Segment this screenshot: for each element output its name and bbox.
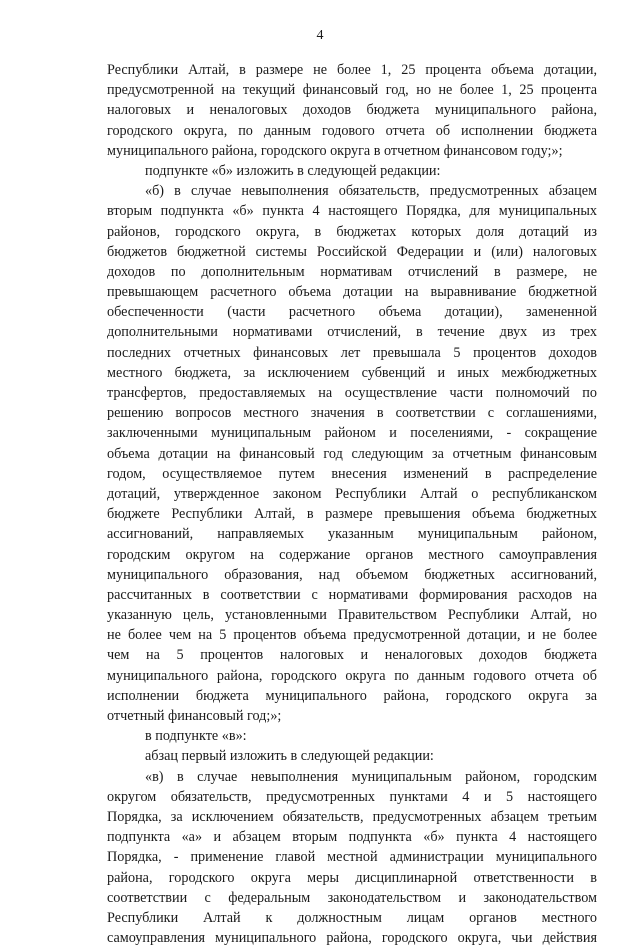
text-line: самоуправления муниципального района, городского округа, чьи действия bbox=[107, 930, 597, 947]
text-line: района, городского округа меры дисциплинарной ответственности в bbox=[107, 869, 597, 886]
text-line: дотаций, утвержденное законом Республики Алтай о республиканском bbox=[107, 485, 597, 502]
text-line: решению вопросов местного значения в соответствии с соглашениями, bbox=[107, 405, 597, 422]
text-line: годом, осуществляемое путем внесения изменений в распределение bbox=[107, 465, 597, 482]
text-line: трансфертов, предоставляемых на осуществление части полномочий по bbox=[107, 385, 597, 401]
text-line: «б) в случае невыполнения обязательств, предусмотренных абзацем bbox=[145, 183, 597, 200]
text-line: заключенными муниципальным районом и поселениями, - сокращение bbox=[107, 425, 597, 442]
text-line: рассчитанных в соответствии с нормативами формирования расходов на bbox=[107, 586, 597, 603]
text-line: городским округом на содержание органов местного самоуправления bbox=[107, 546, 597, 563]
text-line: Республики Алтай к должностным лицам органов местного bbox=[107, 909, 597, 926]
text-line: ассигнований, направляемых указанным муниципальным районом, bbox=[107, 526, 597, 543]
text-line: дополнительными нормативами отчислений, в течение двух из трех bbox=[107, 324, 597, 341]
text-line: бюджетов бюджетной системы Российской Федерации и (или) налоговых bbox=[107, 243, 597, 260]
document-body bbox=[107, 60, 597, 948]
text-line: налоговых и неналоговых доходов бюджета муниципального района, bbox=[107, 102, 597, 119]
text-line: местного бюджета, за исключением субвенций и иных межбюджетных bbox=[107, 364, 597, 381]
text-line: не более чем на 5 процентов объема предусмотренной дотации, и не более bbox=[107, 627, 597, 644]
text-line: муниципального образования, над объемом бюджетных ассигнований, bbox=[107, 566, 597, 583]
text-line: районов, городского округа, в бюджетах которых доля дотаций из bbox=[107, 223, 597, 240]
text-line: вторым подпункта «б» пункта 4 настоящего Порядка, для муниципальных bbox=[107, 203, 597, 220]
text-line: Порядка, за исключением обязательств, предусмотренных абзацем третьим bbox=[107, 808, 597, 825]
text-line: округом обязательств, предусмотренных пунктами 4 и 5 настоящего bbox=[107, 788, 597, 805]
text-line: последних отчетных финансовых лет превышала 5 процентов доходов bbox=[107, 344, 597, 361]
text-line: соответствии с федеральным законодательством и законодательством bbox=[107, 889, 597, 906]
text-line: подпункте «б» изложить в следующей редакции: bbox=[145, 162, 441, 179]
text-line: бюджете Республики Алтай, в размере превышения объема бюджетных bbox=[107, 506, 597, 523]
text-line: городского округа, по данным годового отчета об исполнении бюджета bbox=[107, 122, 597, 139]
page-number: 4 bbox=[316, 28, 324, 43]
text-line: Республики Алтай, в размере не более 1, 25 процента объема дотации, bbox=[107, 62, 597, 78]
text-line: предусмотренной на текущий финансовый год, но не более 1, 25 процента bbox=[107, 82, 597, 99]
text-line: подпункта «а» и абзацем вторым подпункта «б» пункта 4 настоящего bbox=[107, 829, 597, 846]
text-line: указанную цель, установленными Правительством Республики Алтай, но bbox=[107, 607, 597, 624]
text-line: превышающем расчетного объема дотации на выравнивание бюджетной bbox=[107, 284, 597, 301]
text-line: отчетный финансовый год;»; bbox=[107, 708, 282, 724]
text-line: абзац первый изложить в следующей редакции: bbox=[145, 748, 434, 765]
text-line: доходов по дополнительным нормативам отчислений в размере, не bbox=[107, 263, 597, 280]
text-line: обеспеченности (части расчетного объема дотации), замененной bbox=[107, 304, 597, 321]
text-line: «в) в случае невыполнения муниципальным районом, городским bbox=[145, 768, 597, 785]
text-line: муниципального района, городского округа в отчетном финансовом году;»; bbox=[107, 142, 563, 159]
text-line: Порядка, - применение главой местной администрации муниципального bbox=[107, 849, 597, 866]
text-line: исполнении бюджета муниципального района, городского округа за bbox=[107, 687, 597, 704]
text-line: объема дотации на финансовый год следующим за отчетным финансовым bbox=[107, 445, 597, 462]
text-line: чем на 5 процентов налоговых и неналоговых доходов бюджета bbox=[107, 647, 597, 664]
text-line: в подпункте «в»: bbox=[145, 728, 247, 745]
text-line: муниципального района, городского округа по данным годового отчета об bbox=[107, 667, 597, 684]
